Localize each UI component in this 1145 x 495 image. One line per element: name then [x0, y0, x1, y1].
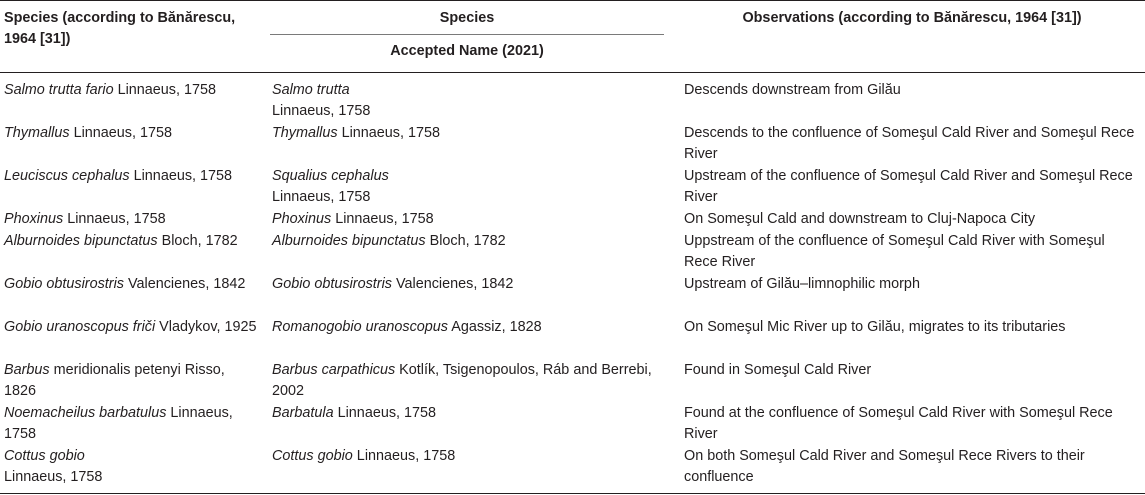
table-top-rule	[0, 0, 1145, 1]
observation-cell: On both Someşul Cald River and Someşul Rece Rivers to their confluence	[684, 448, 1085, 485]
accepted-name-cell-italic: Thymallus	[272, 125, 338, 141]
accepted-name-cell-authority: Agassiz, 1828	[448, 319, 542, 335]
original-species-cell	[4, 80, 259, 101]
accepted-name-cell-italic: Barbatula	[272, 405, 334, 421]
original-species-cell-italic: Leuciscus cephalus	[4, 168, 130, 184]
original-species-cell-authority: Linnaeus, 1758	[63, 211, 166, 227]
accepted-name-cell-italic: Romanogobio uranoscopus	[272, 319, 449, 335]
original-species-cell-authority: Linnaeus, 1758	[69, 125, 172, 141]
original-species-cell-italic: Thymallus	[4, 125, 70, 141]
accepted-name-cell-authority: Linnaeus, 1758	[331, 211, 434, 227]
original-species-cell-authority: Linnaeus, 1758	[129, 168, 233, 184]
original-species-cell-authority: Linnaeus, 1758	[4, 405, 233, 442]
accepted-name-cell	[272, 446, 662, 467]
accepted-name-cell	[272, 274, 662, 295]
original-species-cell-italic: Cottus gobio	[4, 448, 85, 464]
accepted-name-cell	[272, 123, 662, 144]
original-species-cell-italic: Phoxinus	[4, 211, 64, 227]
observation-cell: Uppstream of the confluence of Someşul Cald River with Someşul Rece River	[684, 233, 1105, 270]
original-species-cell-italic: Gobio obtusirostris	[4, 276, 124, 292]
header-accepted-name: Accepted Name (2021)	[390, 43, 544, 59]
observation-cell: On Someşul Mic River up to Gilău, migrates to its tributaries	[684, 319, 1066, 335]
original-species-cell-italic: Salmo trutta fario	[4, 82, 114, 98]
header-species-group: Species	[439, 10, 495, 26]
original-species-cell-authority: meridionalis petenyi Risso, 1826	[4, 362, 225, 399]
original-species-cell-italic: Noemacheilus barbatulus	[4, 405, 167, 421]
accepted-name-cell	[272, 231, 662, 252]
header-bottom-rule	[0, 72, 1145, 73]
accepted-name-cell-italic: Phoxinus	[272, 211, 332, 227]
header-span-rule	[270, 34, 664, 35]
accepted-name-cell	[272, 317, 662, 338]
accepted-name-cell-authority: Kotlík, Tsigenopoulos, Ráb and Berrebi, 2002	[272, 362, 652, 399]
accepted-name-cell-authority: Linnaeus, 1758	[272, 189, 371, 205]
original-species-cell	[4, 446, 259, 488]
accepted-name-cell-authority: Linnaeus, 1758	[333, 405, 437, 421]
original-species-cell-italic: Alburnoides bipunctatus	[4, 233, 158, 249]
accepted-name-cell	[272, 403, 662, 424]
observation-cell: On Someşul Cald and downstream to Cluj-Napoca City	[684, 211, 1036, 227]
original-species-cell	[4, 403, 259, 445]
accepted-name-cell	[272, 80, 662, 122]
original-species-cell	[4, 209, 259, 230]
original-species-cell	[4, 166, 259, 187]
observation-cell: Upstream of Gilău–limnophilic morph	[684, 276, 920, 292]
accepted-name-cell-italic: Cottus gobio	[272, 448, 353, 464]
accepted-name-cell-authority: Valencienes, 1842	[391, 276, 514, 292]
observation-cell: Descends downstream from Gilău	[684, 82, 901, 98]
original-species-cell-authority: Bloch, 1782	[157, 233, 238, 249]
original-species-cell-authority: Linnaeus, 1758	[113, 82, 216, 98]
observation-cell: Descends to the confluence of Someşul Cald River and Someşul Rece River	[684, 125, 1135, 162]
original-species-cell-authority: Vladykov, 1925	[155, 319, 257, 335]
accepted-name-cell-authority: Linnaeus, 1758	[352, 448, 456, 464]
header-observations: Observations (according to Bănărescu, 1964 [31])	[742, 10, 1082, 26]
original-species-cell-italic: Barbus	[4, 362, 50, 378]
accepted-name-cell-italic: Salmo trutta	[272, 82, 350, 98]
accepted-name-cell-authority: Bloch, 1782	[425, 233, 506, 249]
original-species-cell	[4, 317, 259, 338]
original-species-cell	[4, 274, 259, 295]
accepted-name-cell	[272, 209, 662, 230]
observation-cell: Found in Someşul Cald River	[684, 362, 872, 378]
original-species-cell-italic: Gobio uranoscopus friči	[4, 319, 156, 335]
original-species-cell	[4, 123, 259, 144]
original-species-cell-authority: Linnaeus, 1758	[4, 469, 103, 485]
accepted-name-cell-italic: Alburnoides bipunctatus	[272, 233, 426, 249]
accepted-name-cell	[272, 166, 662, 208]
original-species-cell	[4, 360, 259, 402]
observation-cell: Found at the confluence of Someşul Cald River with Someşul Rece River	[684, 405, 1113, 442]
accepted-name-cell-italic: Barbus carpathicus	[272, 362, 396, 378]
accepted-name-cell	[272, 360, 662, 402]
header-original-species: Species (according to Bănărescu, 1964 [31])	[4, 10, 236, 47]
original-species-cell-authority: Valencienes, 1842	[123, 276, 246, 292]
accepted-name-cell-authority: Linnaeus, 1758	[337, 125, 440, 141]
observation-cell: Upstream of the confluence of Someşul Cald River and Someşul Rece River	[684, 168, 1133, 205]
original-species-cell	[4, 231, 259, 252]
table-bottom-rule	[0, 493, 1145, 494]
accepted-name-cell-italic: Squalius cephalus	[272, 168, 389, 184]
accepted-name-cell-italic: Gobio obtusirostris	[272, 276, 392, 292]
accepted-name-cell-authority: Linnaeus, 1758	[272, 103, 371, 119]
